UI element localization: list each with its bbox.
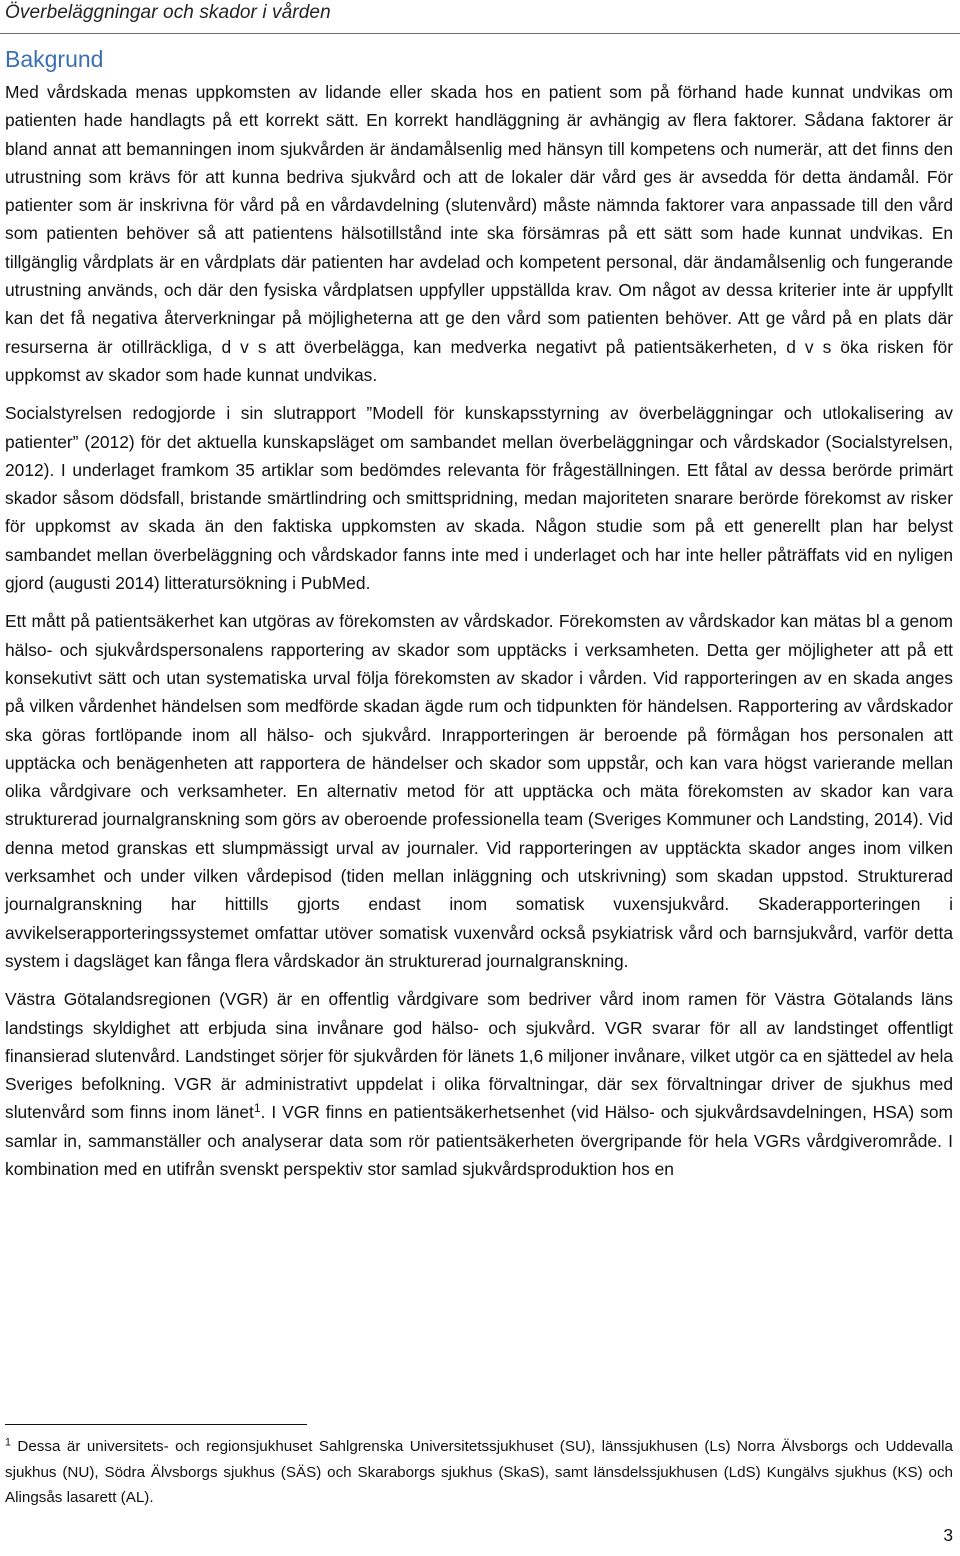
footnote — [5, 1434, 953, 1511]
section-heading: Bakgrund — [5, 46, 104, 72]
paragraph-vardskada: Med vårdskada menas uppkomsten av lidande eller skada hos en patient som på förhand hade kunnat undvikas om patienten hade handlagts på ett korrekt sätt. En korrekt handläggning är avhängig av flera faktorer. Sådana faktorer är bland annat att bemanningen inom sjukvården är ändamålsenlig med hänsyn till kompetens och numerär, att det finns den utrustning som krävs för att kunna bedriva sjukvård och att de lokaler där vård ges är avsedda för detta ändamål. För patienter som är inskrivna för vård på en vårdavdelning (slutenvård) måste nämnda faktorer vara anpassade till den vård som patienten behöver så att patientens hälsotillstånd inte ska försämras på ett sätt som hade kunnat undvikas. En tillgänglig vårdplats är en vårdplats där patienten har avdelad och kompetent personal, där ändamålsenlig och fungerande utrustning används, och där den fysiska vårdplatsen uppfyller uppställda krav. Om något av dessa kriterier inte är uppfyllt kan det få negativa återverkningar på möjligheterna att ge den vård som patienten behöver. Att ge vård på en plats där resurserna är otillräckliga, d v s att överbelägga, kan medverka negativt på patientsäkerheten, d v s öka risken för uppkomst av skador som hade kunnat undvikas. — [5, 82, 953, 385]
paragraph-patientsakerhet: Ett mått på patientsäkerhet kan utgöras av förekomsten av vårdskador. Förekomsten av vårdskador kan mätas bl a genom hälso- och sjukvårdspersonalens rapportering av skador som upptäcks i verksamheten. Detta ger möjligheter att på ett konsekutivt sätt och utan systematiska urval följa förekomsten av skador i vården. Vid rapporteringen av en skada anges på vilken vårdenhet händelsen som medförde skadan ägde rum och tidpunkten för händelsen. Rapportering av vårdskador ska göras fortlöpande inom all hälso- och sjukvård. Inrapporteringen är beroende på förmågan hos personalen att upptäcka och benägenheten att rapportera de händelser och skador som uppstår, och kan vara högst varierande mellan olika vårdgivare och verksamheter. En alternativ metod för att upptäcka och mäta förekomsten av skador kan vara strukturerad journalgranskning som görs av oberoende professionella team (Sveriges Kommuner och Landsting, 2014). Vid denna metod granskas ett slumpmässigt urval av journaler. Vid rapporteringen av upptäckta skador anges inom vilken verksamhet och under vilken vårdepisod (tiden mellan inläggning och utskrivning) som skadan uppstod. Strukturerad journalgranskning har hittills gjorts endast inom somatisk vuxensjukvård. Skaderapporteringen i avvikelserapporteringssystemet omfattar utöver somatisk vuxenvård också psykiatrisk vård och barnsjukvård, varför detta system i dagsläget kan fånga flera vårdskador än strukturerad journalgranskning. — [5, 611, 953, 971]
footnote-reference[interactable]: 1 — [253, 1101, 261, 1116]
footnote-divider — [5, 1424, 307, 1425]
body-text — [5, 78, 953, 1193]
paragraph-socialstyrelsen: Socialstyrelsen redogjorde i sin slutrapport ”Modell för kunskapsstyrning av överbeläggningar och utlokalisering av patienter” (2012) för det aktuella kunskapsläget om sambandet mellan överbeläggningar och vårdskador (Socialstyrelsen, 2012). I underlaget framkom 35 artiklar som bedömdes relevanta för frågeställningen. Ett fåtal av dessa berörde primärt skador såsom dödsfall, bristande smärtlindring och smittspridning, medan majoriteten snarare berörde förekomst av risker för uppkomst av skada än den faktiska uppkomsten av skada. Någon studie som på ett generellt plan har belyst sambandet mellan överbeläggning och vårdskador fanns inte med i underlaget och har inte heller påträffats vid en nyligen gjord (augusti 2014) litteratursökning i PubMed. — [5, 403, 953, 594]
header-divider — [0, 33, 960, 34]
footnote-text: Dessa är universitets- och regionsjukhuset Sahlgrenska Universitetssjukhuset (SU), länssjukhusen (Ls) Norra Älvsborgs och Uddevalla sjukhus (NU), Södra Älvsborgs sjukhus (SÄS) och Skaraborgs sjukhus (SkaS), samt länsdelssjukhusen (LdS) Kungälvs sjukhus (KS) och Alingsås lasarett (AL). — [5, 1438, 953, 1506]
running-head: Överbeläggningar och skador i vården — [5, 2, 331, 23]
paragraph-vgr-text-continued: . I VGR finns en patientsäkerhetsenhet (vid Hälso- och sjukvårdsavdelningen, HSA) som samlar in, sammanställer och analyserar data som rör patientsäkerheten övergripande för hela VGRs vårdgiverområde. I kombination med en utifrån svenskt perspektiv stor samlad sjukvårdsproduktion hos en — [5, 1102, 953, 1179]
page-number: 3 — [943, 1525, 953, 1545]
footnote-marker: 1 — [5, 1436, 11, 1449]
paragraph-vgr-text: Västra Götalandsregionen (VGR) är en offentlig vårdgivare som bedriver vård inom ramen för Västra Götalands läns landstings skyldighet att erbjuda sina invånare god hälso- och sjukvård. VGR svarar för all av landstinget offentligt finansierad slutenvård. Landstinget sörjer för sjukvården för länets 1,6 miljoner invånare, vilket utgör ca en sjättedel av hela Sveriges befolkning. VGR är administrativt uppdelat i olika förvaltningar, där sex förvaltningar driver de sjukhus med slutenvård som finns inom länet — [5, 989, 953, 1123]
paragraph-vgr — [5, 985, 953, 1183]
